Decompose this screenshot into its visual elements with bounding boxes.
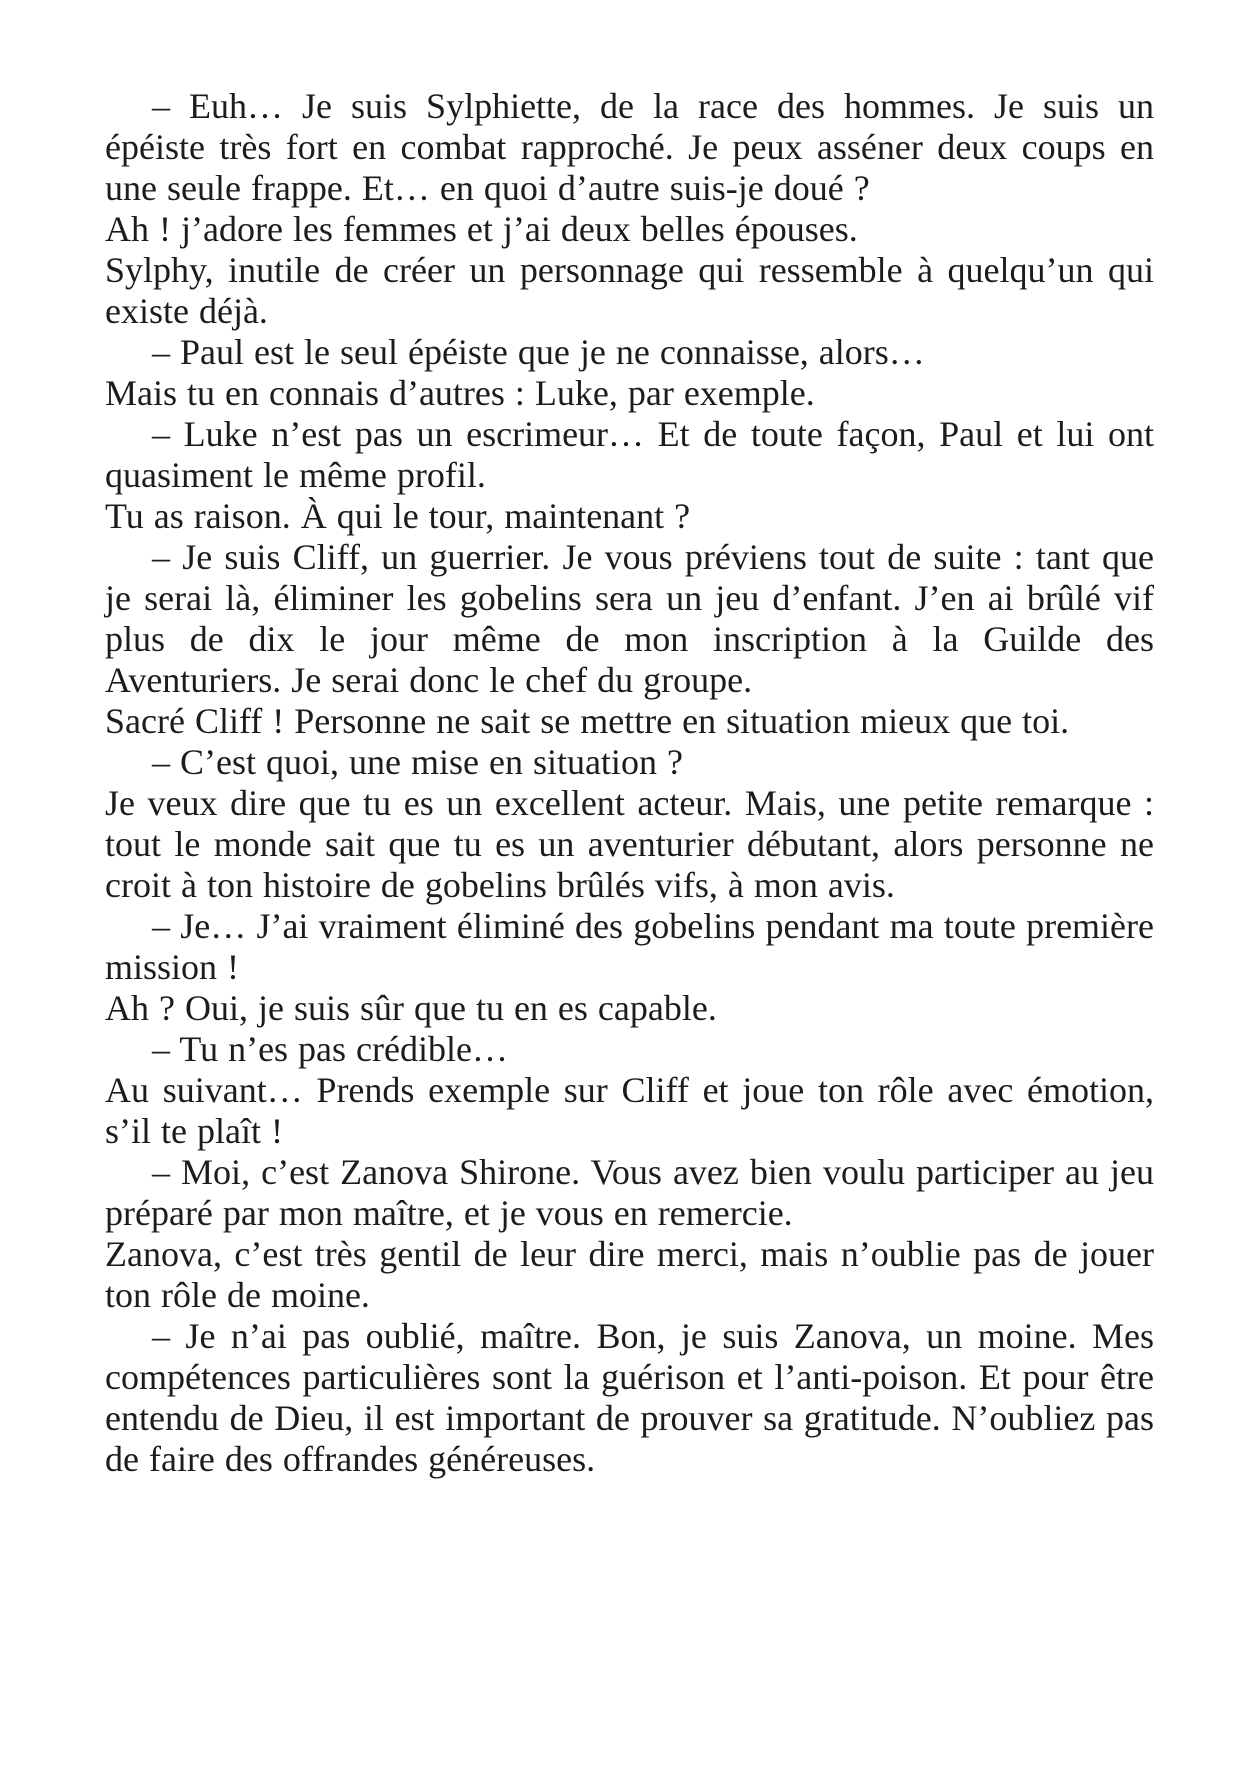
paragraph-11: Je veux dire que tu es un excellent acteur. Mais, une petite remarque : tout le monde sait que tu es un aventurier débutant, alors personne ne croit à ton histoire de gobelins brûlés vifs, à mon avis. [105, 783, 1154, 905]
paragraph-17: Zanova, c’est très gentil de leur dire merci, mais n’oublie pas de jouer ton rôle de moine. [105, 1234, 1154, 1315]
paragraph-16: – Moi, c’est Zanova Shirone. Vous avez bien voulu participer au jeu préparé par mon maître, et je vous en remercie. [105, 1152, 1154, 1233]
paragraph-8: – Je suis Cliff, un guerrier. Je vous préviens tout de suite : tant que je serai là, éliminer les gobelins sera un jeu d’enfant. J’en ai brûlé vif plus de dix le jour même de mon inscription à la Guilde des Aventuriers. Je serai donc le chef du groupe. [105, 537, 1154, 700]
paragraph-5: Mais tu en connais d’autres : Luke, par exemple. [105, 373, 815, 413]
paragraph-6: – Luke n’est pas un escrimeur… Et de toute façon, Paul et lui ont quasiment le même profil. [105, 414, 1154, 495]
page-text [105, 86, 1154, 1480]
paragraph-10: – C’est quoi, une mise en situation ? [152, 742, 683, 782]
paragraph-13: Ah ? Oui, je suis sûr que tu en es capable. [105, 988, 717, 1028]
paragraph-9: Sacré Cliff ! Personne ne sait se mettre en situation mieux que toi. [105, 701, 1070, 741]
paragraph-3: Sylphy, inutile de créer un personnage qui ressemble à quelqu’un qui existe déjà. [105, 250, 1154, 331]
paragraph-15: Au suivant… Prends exemple sur Cliff et joue ton rôle avec émotion, s’il te plaît ! [105, 1070, 1154, 1151]
paragraph-14: – Tu n’es pas crédible… [152, 1029, 508, 1069]
paragraph-12: – Je… J’ai vraiment éliminé des gobelins pendant ma toute première mission ! [105, 906, 1154, 987]
paragraph-4: – Paul est le seul épéiste que je ne connaisse, alors… [152, 332, 925, 372]
paragraph-1: – Euh… Je suis Sylphiette, de la race des hommes. Je suis un épéiste très fort en combat rapproché. Je peux asséner deux coups en une seule frappe. Et… en quoi d’autre suis-je doué ? [105, 86, 1154, 208]
paragraph-7: Tu as raison. À qui le tour, maintenant ? [105, 496, 691, 536]
paragraph-2: Ah ! j’adore les femmes et j’ai deux belles épouses. [105, 209, 858, 249]
paragraph-18: – Je n’ai pas oublié, maître. Bon, je suis Zanova, un moine. Mes compétences particulières sont la guérison et l’anti-poison. Et pour être entendu de Dieu, il est important de prouver sa gratitude. N’oubliez pas de faire des offrandes généreuses. [105, 1316, 1154, 1479]
